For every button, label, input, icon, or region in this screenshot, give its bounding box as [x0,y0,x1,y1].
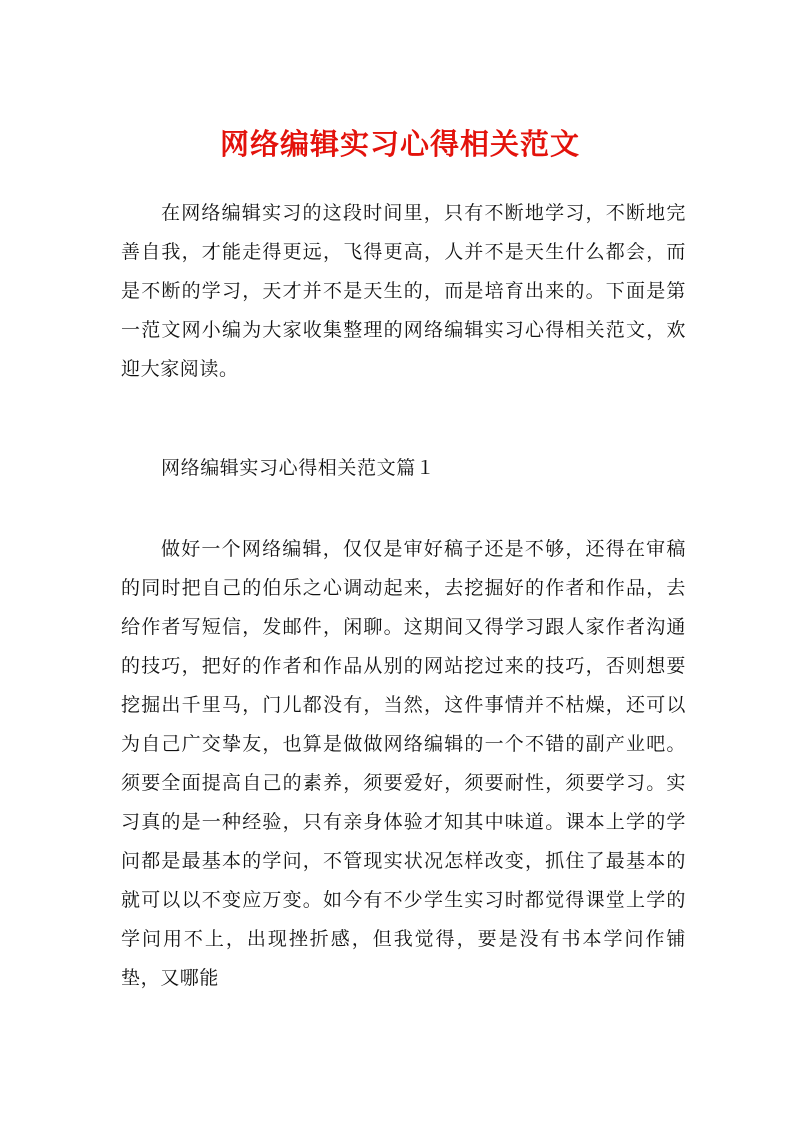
intro-paragraph: 在网络编辑实习的这段时间里，只有不断地学习，不断地完善自我，才能走得更远，飞得更高，人并不是天生什么都会，而是不断的学习，天才并不是天生的，而是培育出来的。下面是第一范文网小编为大家收集整理的网络编辑实习心得相关范文，欢迎大家阅读。 [121,202,686,380]
section-paragraph: 做好一个网络编辑，仅仅是审好稿子还是不够，还得在审稿的同时把自己的伯乐之心调动起来，去挖掘好的作者和作品，去给作者写短信，发邮件，闲聊。这期间又得学习跟人家作者沟通的技巧，把好的作者和作品从别的网站挖过来的技巧，否则想要挖掘出千里马，门儿都没有，当然，这件事情并不枯燥，还可以为自己广交挚友，也算是做做网络编辑的一个不错的副产业吧。须要全面提高自己的素养，须要爱好，须要耐性，须要学习。实习真的是一种经验，只有亲身体验才知其中味道。课本上学的学问都是最基本的学问，不管现实状况怎样改变，抓住了最基本的就可以以不变应万变。如今有不少学生实习时都觉得课堂上学的学问用不上，出现挫折感，但我觉得，要是没有书本学问作铺垫，又哪能 [121,538,686,989]
document-title: 网络编辑实习心得相关范文 [219,127,580,161]
section-heading: 网络编辑实习心得相关范文篇１ [161,457,436,479]
